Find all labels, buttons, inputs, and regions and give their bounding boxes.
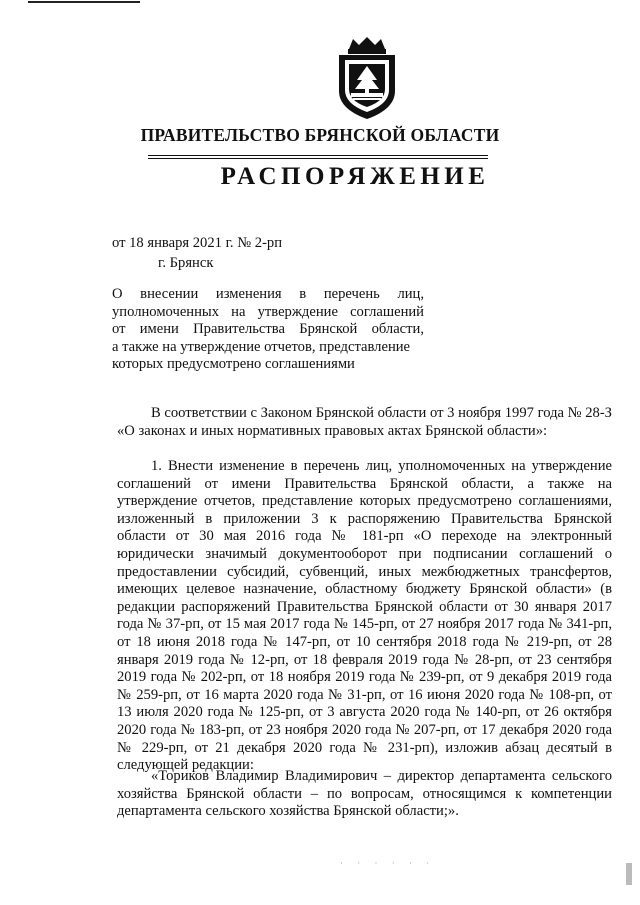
intro-paragraph: В соответствии с Законом Брянской области от 3 ноября 1997 года № 28-З «О законах и иных нормативных правовых актах Брянской области»: (117, 405, 612, 439)
coat-of-arms-icon (331, 35, 403, 121)
header-rule-bottom (148, 158, 488, 159)
scan-artifact-dots: · · · · · · (340, 858, 436, 868)
document-city: г. Брянск (158, 255, 214, 271)
scan-edge-mark (626, 863, 632, 885)
document-subject (112, 286, 424, 374)
organization-name: ПРАВИТЕЛЬСТВО БРЯНСКОЙ ОБЛАСТИ (140, 125, 500, 145)
document-date-number: от 18 января 2021 г. № 2-рп (112, 235, 283, 251)
subject-line: уполномоченных на утверждение соглашений (112, 303, 424, 320)
subject-line: а также на утверждение отчетов, представление (112, 338, 411, 355)
subject-line: от имени Правительства Брянской области, (112, 321, 424, 337)
subject-line: которых предусмотрено соглашениями (112, 356, 355, 372)
item-1-paragraph: 1. Внести изменение в перечень лиц, уполномоченных на утверждение соглашений от имени Правительства Брянской области, а также на утверждение отчетов, представление которых предусмотрено соглашениями, изложенный в приложении 3 к распоряжению Правительства Брянской области от 30 мая 2016 года № 181-рп «О переходе на электронный юридически значимый документооборот при подписании соглашений о предоставлении субсидий, субвенций, иных межбюджетных трансфертов, имеющих целевое назначение, областному бюджету Брянской области» (в редакции распоряжений Правительства Брянской области от 30 января 2017 года № 37-рп, от 15 мая 2017 года № 145-рп, от 27 ноября 2017 года № 341-рп, от 18 июня 2018 года № 147-рп, от 10 сентября 2018 года № 219-рп, от 28 января 2019 года № 12-рп, от 18 февраля 2019 года № 28-рп, от 23 сентября 2019 года № 202-рп, от 18 ноября 2019 года № 239-рп, от 9 декабря 2019 года № 259-рп, от 16 марта 2020 года № 31-рп, от 16 июня 2020 года № 108-рп, от 13 июля 2020 года № 125-рп, от 3 августа 2020 года № 140-рп, от 26 октября 2020 года № 183-рп, от 23 ноября 2020 года № 207-рп, от 17 декабря 2020 года № 229-рп, от 21 декабря 2020 года № 231-рп), изложив абзац десятый в следующей редакции: (117, 458, 612, 774)
subject-line: О внесении изменения в перечень лиц, (112, 286, 424, 302)
document-type-title: РАСПОРЯЖЕНИЕ (220, 163, 490, 190)
quoted-paragraph: «Ториков Владимир Владимирович – директор департамента сельского хозяйства Брянской области – по вопросам, относящимся к компетенции департамента сельского хозяйства Брянской области;». (117, 768, 612, 820)
header-rule-top (148, 155, 488, 156)
top-edge-line (28, 1, 140, 3)
